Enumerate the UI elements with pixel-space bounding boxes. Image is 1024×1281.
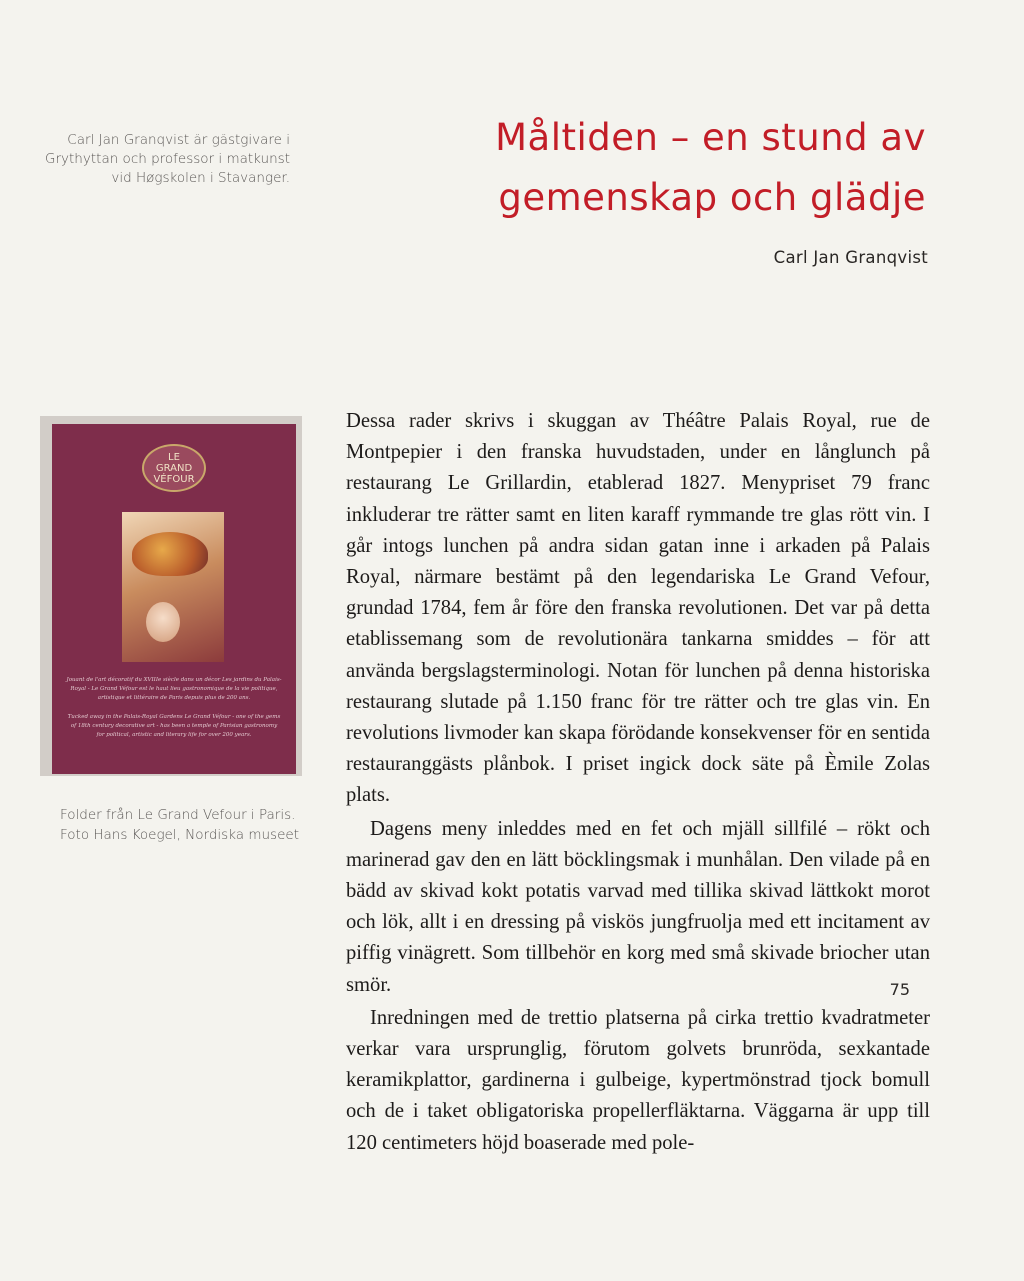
- figure-caption: Folder från Le Grand Vefour i Paris. Foto Hans Koegel, Nordiska museet: [60, 807, 299, 843]
- paragraph-2: Dagens meny inleddes med en fet och mjäll sillfilé – rökt och marinerad gav den en lätt böcklingsmak i munhålan. Den vilade på en bädd av skivad kokt potatis varvad med tillika skivad lättkokt morot och lök, allt i en dressing på viskös jungfruolja med ett incitament av piffig vinägrett. Som tillbehör en korg med små skivade briocher utan smör.: [346, 817, 930, 996]
- article-title: Måltiden – en stund av gemenskap och glädje: [495, 116, 926, 219]
- folder-fine-print: [66, 676, 282, 750]
- author-note: Carl Jan Granqvist är gästgivare i Grythyttan och professor i matkunst vid Høgskolen i Stavanger.: [45, 132, 290, 186]
- woman-figure-illustration: [146, 602, 180, 642]
- page-number: 75: [889, 980, 910, 999]
- folder-cover: [52, 424, 296, 774]
- paragraph-3: Inredningen med de trettio platserna på cirka trettio kvadratmeter verkar vara ursprunglig, förutom golvets brunröda, sexkantade keramikplattor, gardinerna i gulbeige, kypertmönstrad tjock bomull och de i taket obligatoriska propellerfläktarna. Väggarna är upp till 120 centimeters höjd boaserade med pole-: [346, 1006, 930, 1154]
- article-body: [346, 406, 930, 1159]
- fruit-basket-illustration: [132, 532, 208, 576]
- folder-text-french: Jouant de l'art décoratif du XVIIIe siècle dans un décor Les jardins du Palais-Royal - Le Grand Véfour est le haut lieu gastronomique de la vie politique, artistique et littéraire de Paris depuis plus de 200 ans.: [66, 677, 282, 701]
- restaurant-emblem: LE GRAND VÉFOUR: [142, 444, 206, 492]
- byline: Carl Jan Granqvist: [773, 248, 928, 267]
- folder-text-english: Tucked away in the Palais-Royal Gardens Le Grand Véfour - one of the gems of 18th century decorative art - has been a temple of Parisian gastronomy for political, artistic and literary life for over 200 years.: [67, 714, 281, 738]
- folder-photo: [40, 416, 302, 776]
- paragraph-1: Dessa rader skrivs i skuggan av Théâtre Palais Royal, rue de Montpepier i den franska huvudstaden, under en långlunch på restaurang Le Grillardin, etablerad 1827. Menypriset 79 franc inkluderar tre rätter samt en liten karaff rymmande tre glas rött vin. I går intogs lunchen på andra sidan gatan inne i arkaden på Palais Royal, närmare bestämt på den legendariska Le Grand Vefour, grundad 1784, fem år före den franska revolutionen. Det var på detta etablissemang som de revolutionära tankarna smiddes – för att använda bergslagsterminologi. Notan för lunchen på denna historiska restaurang slutade på 1.150 franc för tre rätter och tre glas vin. En revolutions livmoder kan skapa förödande konsekvenser för en sentida restauranggästs plånbok. I priset ingick dock säte på Èmile Zolas plats.: [346, 410, 930, 807]
